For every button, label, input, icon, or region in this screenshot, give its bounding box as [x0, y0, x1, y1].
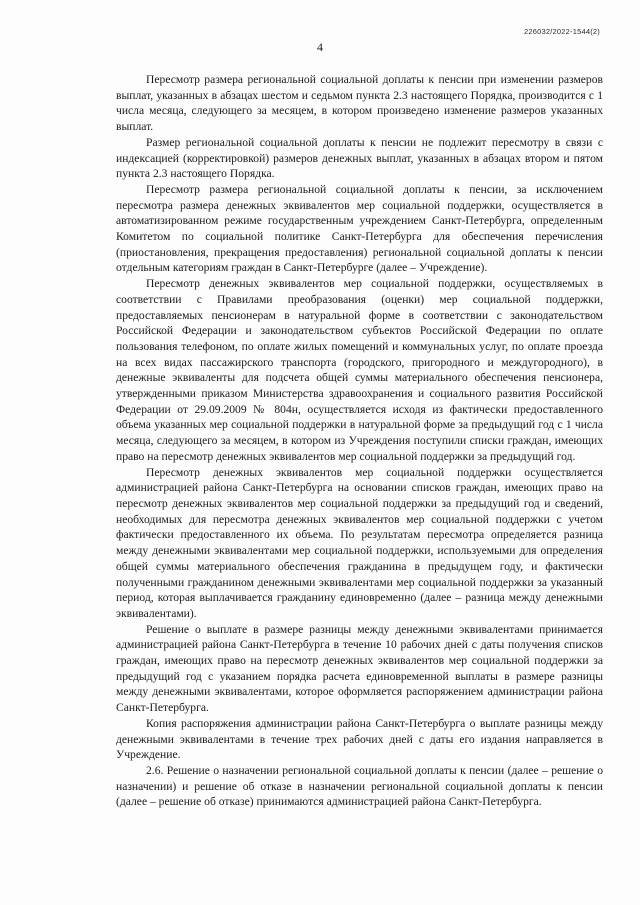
paragraph-payment-decision: Решение о выплате в размере разницы между денежными эквивалентами принимается администрацией района Санкт-Петербурга в течение 10 рабочих дней с даты получения списков граждан, имеющих право на пересмотр денежных эквивалентов мер социальной поддержки за предыдущий год с указанием порядка расчета единовременной выплаты в размере разницы между денежными эквивалентами, которое оформляется распоряжением администрации района Санкт-Петербурга. [116, 622, 603, 715]
paragraph-equivalents-recalc-rules: Пересмотр денежных эквивалентов мер социальной поддержки, осуществляемых в соответствии с Правилами преобразования (оценки) мер социальной поддержки, предоставляемых пенсионерам в натуральной форме в соответствии с законодательством Российской Федерации и законодательством субъектов Российской Федерации по оплате пользования телефоном, по оплате жилых помещений и коммунальных услуг, по оплате проезда на всех видах пассажирского транспорта (городского, пригородного и междугородного), в денежные эквиваленты для подсчета общей суммы материального обеспечения пенсионера, утвержденными приказом Министерства здравоохранения и социального развития Российской Федерации от 29.09.2009 № 804н, осуществляется исходя из фактически предоставленного объема указанных мер социальной поддержки в натуральной форме за предыдущий год с 1 числа месяца, следующего за месяцем, в котором из Учреждения поступили списки граждан, имеющих право на пересмотр денежных эквивалентов мер социальной поддержки за предыдущий год. [116, 277, 603, 463]
document-body [116, 72, 603, 810]
paragraph-automated-recalc: Пересмотр размера региональной социальной доплаты к пенсии, за исключением пересмотра размера денежных эквивалентов мер социальной поддержки, осуществляется в автоматизированном режиме государственным учреждением Санкт-Петербурга, определенным Комитетом по социальной политике Санкт-Петербурга для обеспечения перечисления (приостановления, прекращения предоставления) региональной социальной доплаты к пенсии отдельным категориям граждан в Санкт-Петербурге (далее – Учреждение). [116, 182, 603, 275]
paragraph-order-copy: Копия распоряжения администрации района Санкт-Петербурга о выплате разницы между денежными эквивалентами в течение трех рабочих дней с даты его издания направляется в Учреждение. [116, 716, 603, 762]
document-registration-number: 226032/2022-1544(2) [524, 27, 600, 36]
paragraph-section-2-6: 2.6. Решение о назначении региональной социальной доплаты к пенсии (далее – решение о назначении) и решение об отказе в назначении региональной социальной доплаты к пенсии (далее – решение об отказе) принимаются администрацией района Санкт-Петербурга. [116, 763, 603, 809]
paragraph-no-recalc-on-indexation: Размер региональной социальной доплаты к пенсии не подлежит пересмотру в связи с индексацией (корректировкой) размеров денежных выплат, указанных в абзацах втором и пятом пункта 2.3 настоящего Порядка. [116, 135, 603, 181]
paragraph-recalc-on-payment-change: Пересмотр размера региональной социальной доплаты к пенсии при изменении размеров выплат, указанных в абзацах шестом и седьмом пункта 2.3 настоящего Порядка, производится с 1 числа месяца, следующего за месяцем, в котором произведено изменение размеров указанных выплат. [116, 73, 603, 134]
page-number: 4 [317, 40, 323, 54]
paragraph-district-administration-recalc: Пересмотр денежных эквивалентов мер социальной поддержки осуществляется администрацией района Санкт-Петербурга на основании списков граждан, имеющих право на пересмотр денежных эквивалентов мер социальной поддержки за предыдущий год и сведений, необходимых для пересмотра денежных эквивалентов мер социальной поддержки с учетом фактически предоставленного их объема. По результатам пересмотра определяется разница между денежными эквивалентами мер социальной поддержки, используемыми для определения общей суммы материального обеспечения гражданина в предыдущем году, и фактически полученными гражданином денежными эквивалентами мер социальной поддержки за указанный период, которая выплачивается гражданину единовременно (далее – разница между денежными эквивалентами). [116, 465, 603, 620]
